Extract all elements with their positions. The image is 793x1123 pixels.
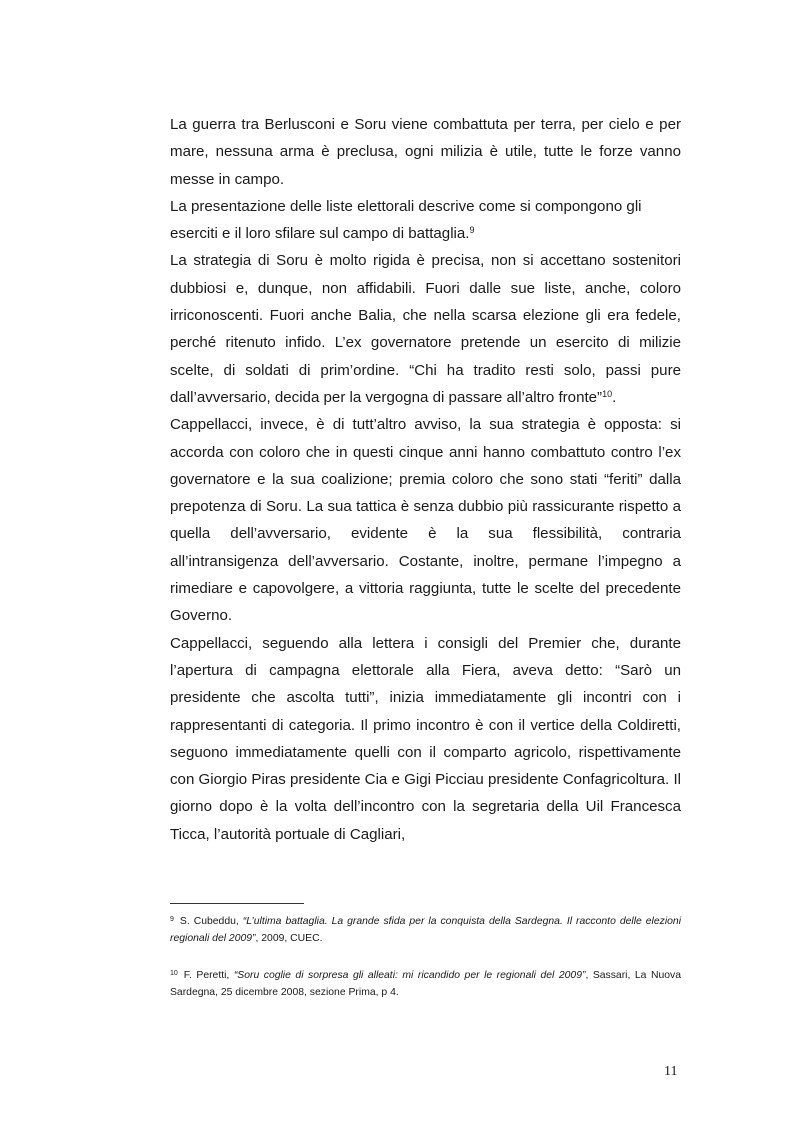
paragraph: La guerra tra Berlusconi e Soru viene combattuta per terra, per cielo e per mare, nessuna arma è preclusa, ogni milizia è utile, tutte le forze vanno messe in campo. — [170, 116, 681, 188]
footnote-title: “Soru coglie di sorpresa gli alleati: mi ricandido per le regionali del 2009” — [233, 970, 586, 981]
paragraph: La presentazione delle liste elettorali descrive come si compongono gli eserciti e il loro sfilare sul campo di battaglia.$^9$ — [170, 197, 642, 243]
paragraph: La strategia di Soru è molto rigida è precisa, non si accettano sostenitori dubbiosi e, dunque, non affidabili. Fuori dalle sue liste, anche, coloro irriconoscenti. Fuori anche Balia, che nella scarsa elezione gli era fedele, perché ritenuto infido. L’ex governatore pretende un esercito di milizie scelte, di soldati di prim’ordine. “Chi ha tradito resti solo, passi pure dall’avversario, decida per la vergogna di passare all’altro fronte”$^{10}$. — [170, 252, 681, 406]
footnote-ref[interactable]: 9 — [469, 225, 475, 236]
paragraph: Cappellacci, invece, è di tutt’altro avviso, la sua strategia è opposta: si accorda con coloro che in questi cinque anni hanno combattuto contro l’ex governatore e la sua coalizione; premia coloro che sono stati “feriti” dalla prepotenza di Soru. La sua tattica è senza dubbio più rassicurante rispetto a quella dell’avversario, evidente è la sua flessibilità, contraria all’intransigenza dell’avversario. Costante, inoltre, permane l’impegno a rimediare e capovolgere, a vittoria raggiunta, tutte le scelte del precedente Governo. — [170, 416, 681, 625]
footnote-title: “L’ultima battaglia. La grande sfida per la conquista della Sardegna. Il racconto delle elezioni regionali del 2009” — [170, 916, 682, 944]
footnote-number: 10 — [170, 970, 178, 977]
footnote-number: 9 — [170, 916, 174, 923]
page-number: 11 — [664, 1064, 678, 1079]
paragraph: Cappellacci, seguendo alla lettera i consigli del Premier che, durante l’apertura di campagna elettorale alla Fiera, aveva detto: “Sarò un presidente che ascolta tutti”, inizia immediatamente gli incontri con i rappresentanti di categoria. Il primo incontro è con il vertice della Coldiretti, seguono immediatamente quelli con il comparto agricolo, rispettivamente con Giorgio Piras presidente Cia e Gigi Picciau presidente Confagricoltura. Il giorno dopo è la volta dell’incontro con la segretaria della Uil Francesca Ticca, l’autorità portuale di Cagliari, — [170, 634, 681, 843]
footnote-ref[interactable]: 10 — [602, 388, 613, 399]
body-text — [170, 111, 681, 848]
footnote: $^{10}$ F. Peretti, “Soru coglie di sorpresa gli alleati: mi ricandido per le regionali del 2009”, Sassari, La Nuova Sardegna, 25 dicembre 2008, sezione Prima, p 4. — [170, 970, 681, 998]
footnote-separator — [170, 903, 304, 904]
footnote: $^9$ S. Cubeddu, “L’ultima battaglia. La grande sfida per la conquista della Sardegna. Il racconto delle elezioni regionali del 2009”, 2009, CUEC. — [170, 916, 682, 944]
